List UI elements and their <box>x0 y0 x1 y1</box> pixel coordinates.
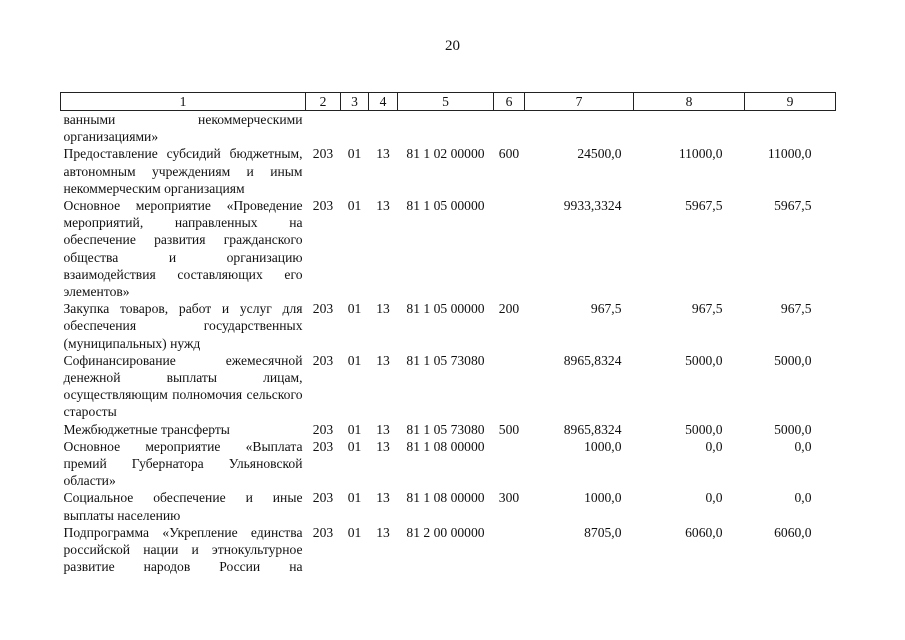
row-code-5: 81 2 00 00000 <box>406 524 485 540</box>
row-code-2: 203 <box>312 146 334 162</box>
row-code-6: 200 <box>498 301 520 317</box>
row-code-5: 81 1 05 00000 <box>406 301 485 317</box>
row-amount-9: 5000,0 <box>774 352 812 368</box>
table-row <box>61 352 836 421</box>
row-code-6 <box>494 111 525 146</box>
row-code-6: 500 <box>498 421 520 437</box>
row-code-5: 81 1 08 00000 <box>406 490 485 506</box>
row-code-5: 81 1 05 00000 <box>406 198 485 214</box>
row-name: Социальное обеспечение и иные выплаты населению <box>63 490 303 523</box>
table-row <box>61 489 836 523</box>
row-code-5: 81 1 02 00000 <box>406 146 485 162</box>
row-code-4: 13 <box>376 438 390 454</box>
row-code-5: 81 1 05 73080 <box>406 352 485 368</box>
row-code-4: 13 <box>376 146 390 162</box>
row-amount-8: 5000,0 <box>685 352 723 368</box>
row-code-2: 203 <box>312 490 334 506</box>
row-amount-7: 1000,0 <box>584 438 622 454</box>
row-code-6: 300 <box>498 490 520 506</box>
column-header: 6 <box>494 93 525 111</box>
row-code-4: 13 <box>376 524 390 540</box>
table-row <box>61 438 836 490</box>
column-header: 9 <box>745 93 836 111</box>
row-code-4 <box>369 111 398 146</box>
row-amount-8: 0,0 <box>705 490 723 506</box>
table-row <box>61 145 836 197</box>
row-name: Межбюджетные трансферты <box>63 421 230 437</box>
row-amount-8: 0,0 <box>705 438 723 454</box>
row-code-4: 13 <box>376 301 390 317</box>
row-code-5: 81 1 05 73080 <box>406 421 485 437</box>
row-code-6: 600 <box>498 146 520 162</box>
table-row <box>61 111 836 146</box>
row-code-5 <box>398 111 494 146</box>
row-code-2 <box>306 111 341 146</box>
row-amount-8: 11000,0 <box>678 146 723 162</box>
row-code-2: 203 <box>312 198 334 214</box>
row-code-6 <box>494 524 525 576</box>
table-row <box>61 524 836 576</box>
column-header: 1 <box>61 93 306 111</box>
row-name: Предоставление субсидий бюджетным, автономным учреждениям и иным некоммерческим организациям <box>63 146 303 196</box>
row-code-2: 203 <box>312 421 334 437</box>
row-code-2: 203 <box>312 352 334 368</box>
row-amount-8 <box>634 111 745 146</box>
row-code-3: 01 <box>347 524 362 540</box>
row-amount-9 <box>745 111 836 146</box>
row-amount-7: 9933,3324 <box>563 198 622 214</box>
row-amount-9: 11000,0 <box>767 146 812 162</box>
row-amount-7 <box>525 111 634 146</box>
row-amount-9: 5967,5 <box>774 198 812 214</box>
row-code-4: 13 <box>376 421 390 437</box>
row-code-4: 13 <box>376 352 390 368</box>
budget-table <box>60 92 836 575</box>
row-amount-7: 967,5 <box>590 301 622 317</box>
row-amount-9: 967,5 <box>780 301 812 317</box>
row-code-6 <box>494 438 525 490</box>
row-amount-9: 0,0 <box>794 438 812 454</box>
row-code-3: 01 <box>347 352 362 368</box>
table-row <box>61 197 836 300</box>
row-amount-7: 1000,0 <box>584 490 622 506</box>
row-code-4: 13 <box>376 490 390 506</box>
column-header: 3 <box>341 93 369 111</box>
row-name: Закупка товаров, работ и услуг для обеспечения государственных (муниципальных) нужд <box>63 301 303 351</box>
row-code-2: 203 <box>312 438 334 454</box>
row-amount-7: 8965,8324 <box>563 421 622 437</box>
row-name: Основное мероприятие «Выплата премий Губернатора Ульяновской области» <box>63 438 303 489</box>
row-amount-8: 5000,0 <box>685 421 723 437</box>
row-amount-9: 6060,0 <box>774 524 812 540</box>
row-code-3: 01 <box>347 301 362 317</box>
row-code-2: 203 <box>312 524 334 540</box>
row-code-3: 01 <box>347 421 362 437</box>
row-name: Основное мероприятие «Проведение мероприятий, направленных на обеспечение развития гражданского общества и организацию взаимодействия составляющих его элементов» <box>63 198 303 300</box>
row-amount-8: 6060,0 <box>685 524 723 540</box>
table-row <box>61 421 836 438</box>
row-code-4: 13 <box>376 198 390 214</box>
row-code-3 <box>341 111 369 146</box>
row-code-6 <box>494 197 525 300</box>
row-code-3: 01 <box>347 438 362 454</box>
row-code-3: 01 <box>347 198 362 214</box>
column-header: 2 <box>306 93 341 111</box>
table-header-row <box>61 93 836 111</box>
column-header: 7 <box>525 93 634 111</box>
row-code-2: 203 <box>312 301 334 317</box>
column-header: 4 <box>369 93 398 111</box>
row-amount-8: 967,5 <box>691 301 723 317</box>
row-code-5: 81 1 08 00000 <box>406 438 485 454</box>
row-name: ванными некоммерческими организациями» <box>63 112 303 145</box>
row-amount-7: 24500,0 <box>577 146 622 162</box>
column-header: 8 <box>634 93 745 111</box>
page-number: 20 <box>445 38 460 54</box>
row-amount-9: 5000,0 <box>774 421 812 437</box>
row-code-6 <box>494 352 525 421</box>
table-row <box>61 300 836 352</box>
row-amount-7: 8705,0 <box>584 524 622 540</box>
column-header: 5 <box>398 93 494 111</box>
row-code-3: 01 <box>347 490 362 506</box>
row-amount-7: 8965,8324 <box>563 352 622 368</box>
row-amount-9: 0,0 <box>794 490 812 506</box>
row-amount-8: 5967,5 <box>685 198 723 214</box>
row-name: Подпрограмма «Укрепление единства российской нации и этнокультурное развитие народов России на <box>63 524 303 575</box>
row-code-3: 01 <box>347 146 362 162</box>
row-name: Софинансирование ежемесячной денежной выплаты лицам, осуществляющим полномочия сельского старосты <box>63 352 303 420</box>
